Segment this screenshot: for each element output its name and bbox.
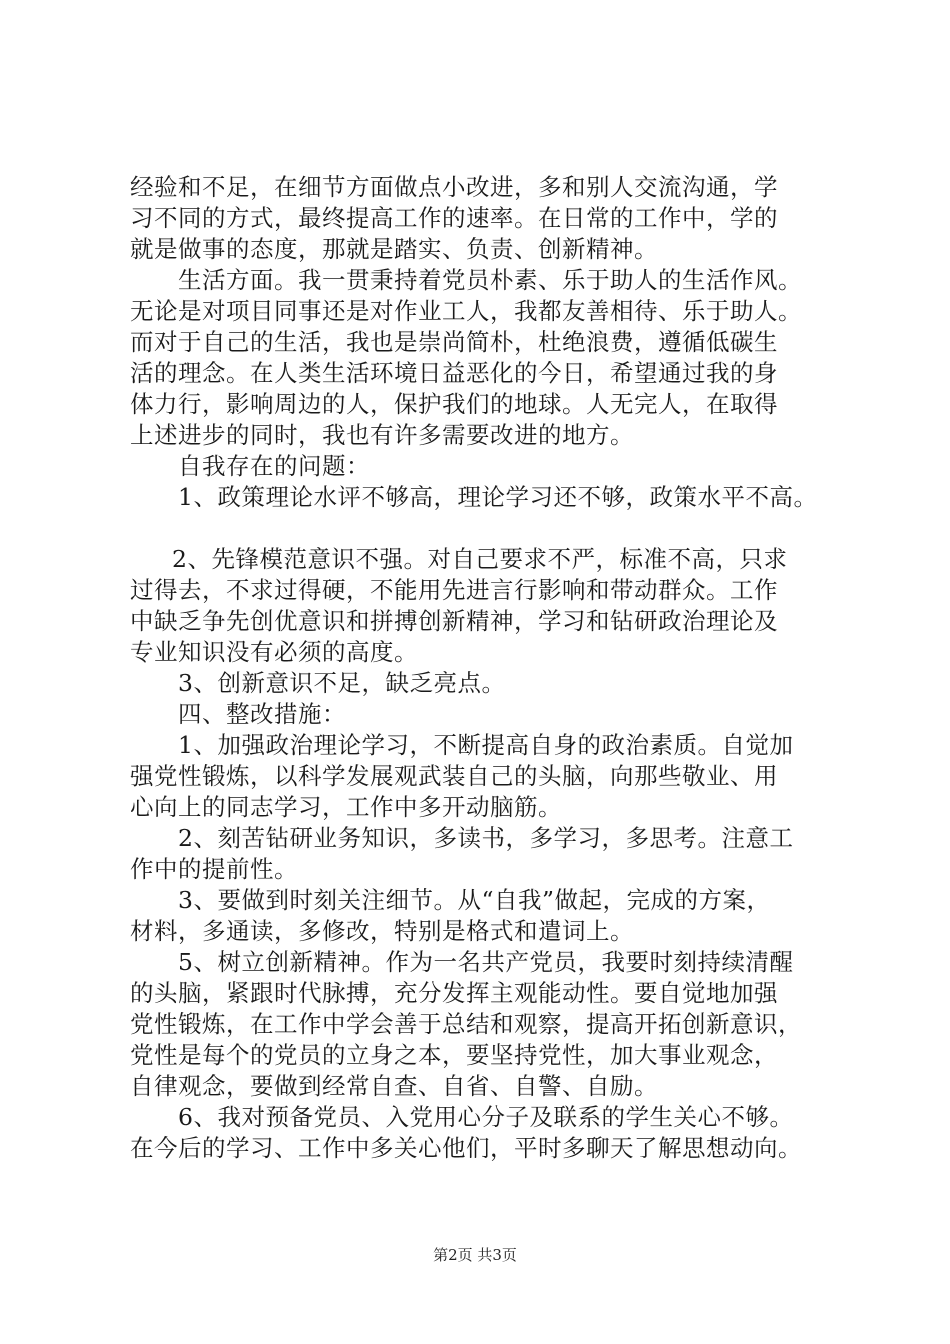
list-item: 6、我对预备党员、入党用心分子及联系的学生关心不够。 bbox=[178, 1103, 794, 1131]
text-line: 经验和不足，在细节方面做点小改进，多和别人交流沟通，学 bbox=[130, 173, 778, 201]
text-line: 专业知识没有必须的高度。 bbox=[130, 638, 418, 666]
section-heading: 四、整改措施： bbox=[178, 700, 346, 728]
paragraph-start-line: 生活方面。我一贯秉持着党员朴素、乐于助人的生活作风。 bbox=[178, 266, 802, 294]
section-heading: 自我存在的问题： bbox=[178, 452, 370, 480]
text-line: 在今后的学习、工作中多关心他们，平时多聊天了解思想动向。 bbox=[130, 1134, 802, 1162]
list-item: 2、先锋模范意识不强。对自己要求不严，标准不高，只求 bbox=[172, 545, 788, 573]
blank-line bbox=[130, 513, 860, 544]
text-line: 活的理念。在人类生活环境日益恶化的今日，希望通过我的身 bbox=[130, 359, 778, 387]
text-line: 自律观念，要做到经常自查、自省、自警、自励。 bbox=[130, 1072, 658, 1100]
text-line: 而对于自己的生活，我也是崇尚简朴，杜绝浪费，遵循低碳生 bbox=[130, 328, 778, 356]
text-line: 中缺乏争先创优意识和拼搏创新精神，学习和钻研政治理论及 bbox=[130, 607, 778, 635]
text-line: 无论是对项目同事还是对作业工人，我都友善相待、乐于助人。 bbox=[130, 297, 802, 325]
list-item: 3、要做到时刻关注细节。从“自我”做起，完成的方案， bbox=[178, 886, 771, 914]
list-item: 1、政策理论水评不够高，理论学习还不够，政策水平不高。 bbox=[178, 483, 818, 511]
text-line: 强党性锻炼，以科学发展观武装自己的头脑，向那些敬业、用 bbox=[130, 762, 778, 790]
text-line: 的头脑，紧跟时代脉搏，充分发挥主观能动性。要自觉地加强 bbox=[130, 979, 778, 1007]
text-line: 体力行，影响周边的人，保护我们的地球。人无完人，在取得 bbox=[130, 390, 778, 418]
text-line: 习不同的方式，最终提高工作的速率。在日常的工作中，学的 bbox=[130, 204, 778, 232]
list-item: 2、刻苦钻研业务知识，多读书，多学习，多思考。注意工 bbox=[178, 824, 794, 852]
list-item: 3、创新意识不足，缺乏亮点。 bbox=[178, 669, 506, 697]
text-line: 上述进步的同时，我也有许多需要改进的地方。 bbox=[130, 421, 634, 449]
list-item: 1、加强政治理论学习，不断提高自身的政治素质。自觉加 bbox=[178, 731, 794, 759]
text-line: 心向上的同志学习，工作中多开动脑筋。 bbox=[130, 793, 562, 821]
text-line: 就是做事的态度，那就是踏实、负责、创新精神。 bbox=[130, 235, 658, 263]
text-line: 过得去，不求过得硬，不能用先进言行影响和带动群众。工作 bbox=[130, 576, 778, 604]
text-line: 材料，多通读，多修改，特别是格式和遣词上。 bbox=[130, 917, 634, 945]
text-line: 党性锻炼，在工作中学会善于总结和观察，提高开拓创新意识， bbox=[130, 1010, 802, 1038]
list-item: 5、树立创新精神。作为一名共产党员，我要时刻持续清醒 bbox=[178, 948, 794, 976]
document-body bbox=[130, 172, 860, 1164]
text-line: 党性是每个的党员的立身之本，要坚持党性，加大事业观念， bbox=[130, 1041, 778, 1069]
text-line: 作中的提前性。 bbox=[130, 855, 298, 883]
page-number-footer: 第2页 共3页 bbox=[433, 1246, 517, 1264]
